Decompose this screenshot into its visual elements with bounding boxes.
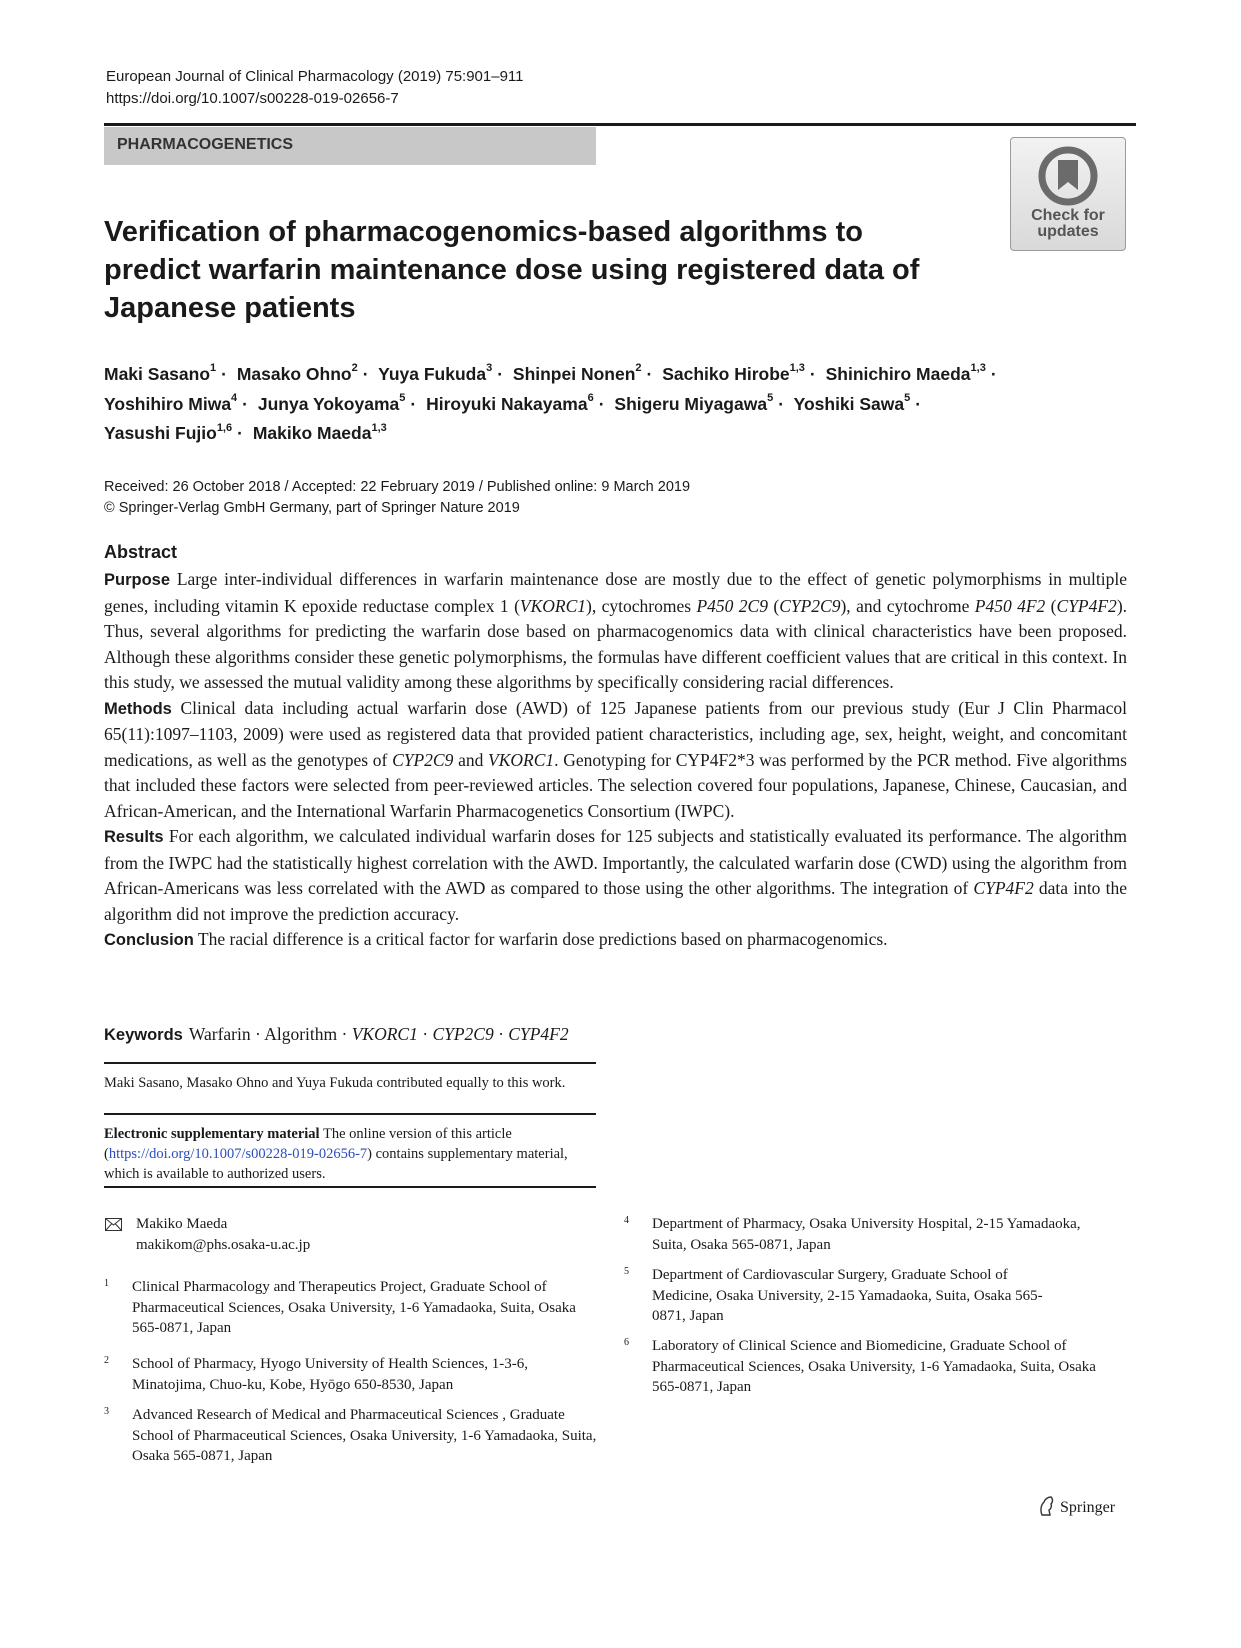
- author[interactable]: Junya Yokoyama$^5$: [257, 391, 406, 414]
- journal-line: European Journal of Clinical Pharmacology (2019) 75:901–911: [106, 68, 524, 85]
- journal-citation: [106, 66, 524, 110]
- abstract-heading: Abstract: [104, 542, 178, 562]
- abstract-purpose: Purpose Large inter-individual differences in warfarin maintenance dose are mostly due to the effect of genetic polymorphisms in multiple genes, including vitamin K epoxide reductase complex 1 (VKORC1), cytochromes P450 2C9 (CYP2C9), and cytochrome P450 4F2 (CYP4F2). Thus, several algorithms for predicting the warfarin dose based on pharmacogenomics data with clinical characteristics have been proposed. Although these algorithms consider these genetic polymorphisms, the formulas have different coefficient values that are critical in this context. In this study, we assessed the mutual validity among these algorithms by specifically considering racial differences.: [104, 569, 1128, 692]
- corresponding-author: Makiko Maeda: [136, 1216, 228, 1232]
- author[interactable]: Shinichiro Maeda$^{1,3}$: [825, 362, 986, 384]
- badge-label: Check for updates: [1031, 207, 1105, 240]
- publisher-name: Springer: [1060, 1499, 1116, 1516]
- author[interactable]: Shigeru Miyagawa$^5$: [614, 391, 774, 414]
- abstract-results: Results For each algorithm, we calculated individual warfarin doses for 125 subjects and statistically evaluated its performance. The algorithm from the IWPC had the statistically highest correlation with the AWD. Importantly, the calculated warfarin dose (CWD) using the algorithm from African-Americans was less correlated with the AWD as compared to those using the other algorithms. The integration of CYP4F2 data into the algorithm did not improve the prediction accuracy.: [104, 826, 1128, 924]
- author[interactable]: Shinpei Nonen$^2$: [512, 362, 642, 384]
- author[interactable]: Yoshiki Sawa$^5$: [793, 391, 911, 414]
- footnote-rule: [104, 1062, 596, 1064]
- keyword: CYP2C9: [432, 1024, 494, 1044]
- author-list: Maki Sasano$^1$ · Masako Ohno$^2$ · Yuya Fukuda$^3$ · Shinpei Nonen$^2$ · Sachiko Hirobe$^{1,3}$ · Shinichiro Maeda$^{1,3}$ · Yoshihiro Miwa$^4$ · Junya Yokoyama$^5$ · Hiroyuki Nakayama$^6$ · Shigeru Miyagawa$^5$ · Yoshiki Sawa$^5$ · Yasushi Fujio$^{1,6}$ · Makiko Maeda$^{1,3}$: [104, 362, 997, 444]
- equal-contribution-note: Maki Sasano, Masako Ohno and Yuya Fukuda contributed equally to this work.: [104, 1075, 566, 1091]
- corresponding-email[interactable]: makikom@phs.osaka-u.ac.jp: [136, 1236, 311, 1253]
- abstract-body: [104, 567, 1127, 954]
- keyword: CYP4F2: [508, 1024, 569, 1044]
- keyword: Warfarin: [188, 1024, 251, 1044]
- footnote-rule: [104, 1113, 596, 1115]
- publication-dates: [104, 477, 690, 519]
- supplementary-link[interactable]: https://doi.org/10.1007/s00228-019-02656-7: [108, 1146, 368, 1162]
- author[interactable]: Makiko Maeda$^{1,3}$: [252, 421, 387, 444]
- springer-horse-icon: [1038, 1496, 1056, 1516]
- publisher-logo: [1038, 1496, 1115, 1517]
- author[interactable]: Yasushi Fujio$^{1,6}$: [104, 421, 233, 444]
- keywords: Keywords Warfarin · Algorithm · VKORC1 · CYP2C9 · CYP4F2: [104, 1024, 569, 1044]
- section-label: PHARMACOGENETICS: [117, 136, 294, 153]
- abstract-methods: Methods Clinical data including actual warfarin dose (AWD) of 125 Japanese patients from our previous study (Eur J Clin Pharmacol 65(11):1097–1103, 2009) were used as registered data that provided patient characteristics, including age, sex, height, weight, and concomitant medications, as well as the genotypes of CYP2C9 and VKORC1. Genotyping for CYP4F2*3 was performed by the PCR method. Five algorithms that included these factors were selected from peer-reviewed articles. The selection covered four populations, Japanese, Chinese, Caucasian, and African-American, and the International Warfarin Pharmacogenetics Consortium (IWPC).: [104, 697, 1127, 821]
- author[interactable]: Maki Sasano$^1$: [104, 362, 217, 384]
- supplementary-note: Electronic supplementary material The online version of this article (https://doi.org/10.1007/s00228-019-02656-7) contains supplementary material, which is available to authorized users.: [104, 1126, 568, 1182]
- author[interactable]: Yoshihiro Miwa$^4$: [104, 391, 238, 414]
- author[interactable]: Yuya Fukuda$^3$: [378, 362, 493, 384]
- section-bar: [104, 127, 596, 165]
- abstract-conclusion: Conclusion The racial difference is a critical factor for warfarin dose predictions based on pharmacogenomics.: [104, 929, 888, 949]
- copyright-line: © Springer-Verlag GmbH Germany, part of Springer Nature 2019: [104, 500, 520, 516]
- header-rule: [104, 123, 1136, 126]
- history-line: Received: 26 October 2018 / Accepted: 22 February 2019 / Published online: 9 March 2019: [104, 479, 691, 495]
- article-title: Verification of pharmacogenomics-based algorithms to predict warfarin maintenance dose using registered data of Japanese patients: [104, 216, 920, 324]
- check-for-updates-badge[interactable]: [1010, 137, 1126, 251]
- author[interactable]: Sachiko Hirobe$^{1,3}$: [662, 362, 805, 384]
- author[interactable]: Masako Ohno$^2$: [236, 362, 358, 384]
- doi-line[interactable]: https://doi.org/10.1007/s00228-019-02656-7: [106, 90, 399, 107]
- bookmark-ring-icon: [1038, 146, 1098, 206]
- keyword: VKORC1: [351, 1024, 418, 1044]
- keyword: Algorithm: [264, 1024, 338, 1044]
- author[interactable]: Hiroyuki Nakayama$^6$: [426, 391, 594, 414]
- footnote-rule: [104, 1186, 596, 1188]
- envelope-icon: [105, 1218, 122, 1231]
